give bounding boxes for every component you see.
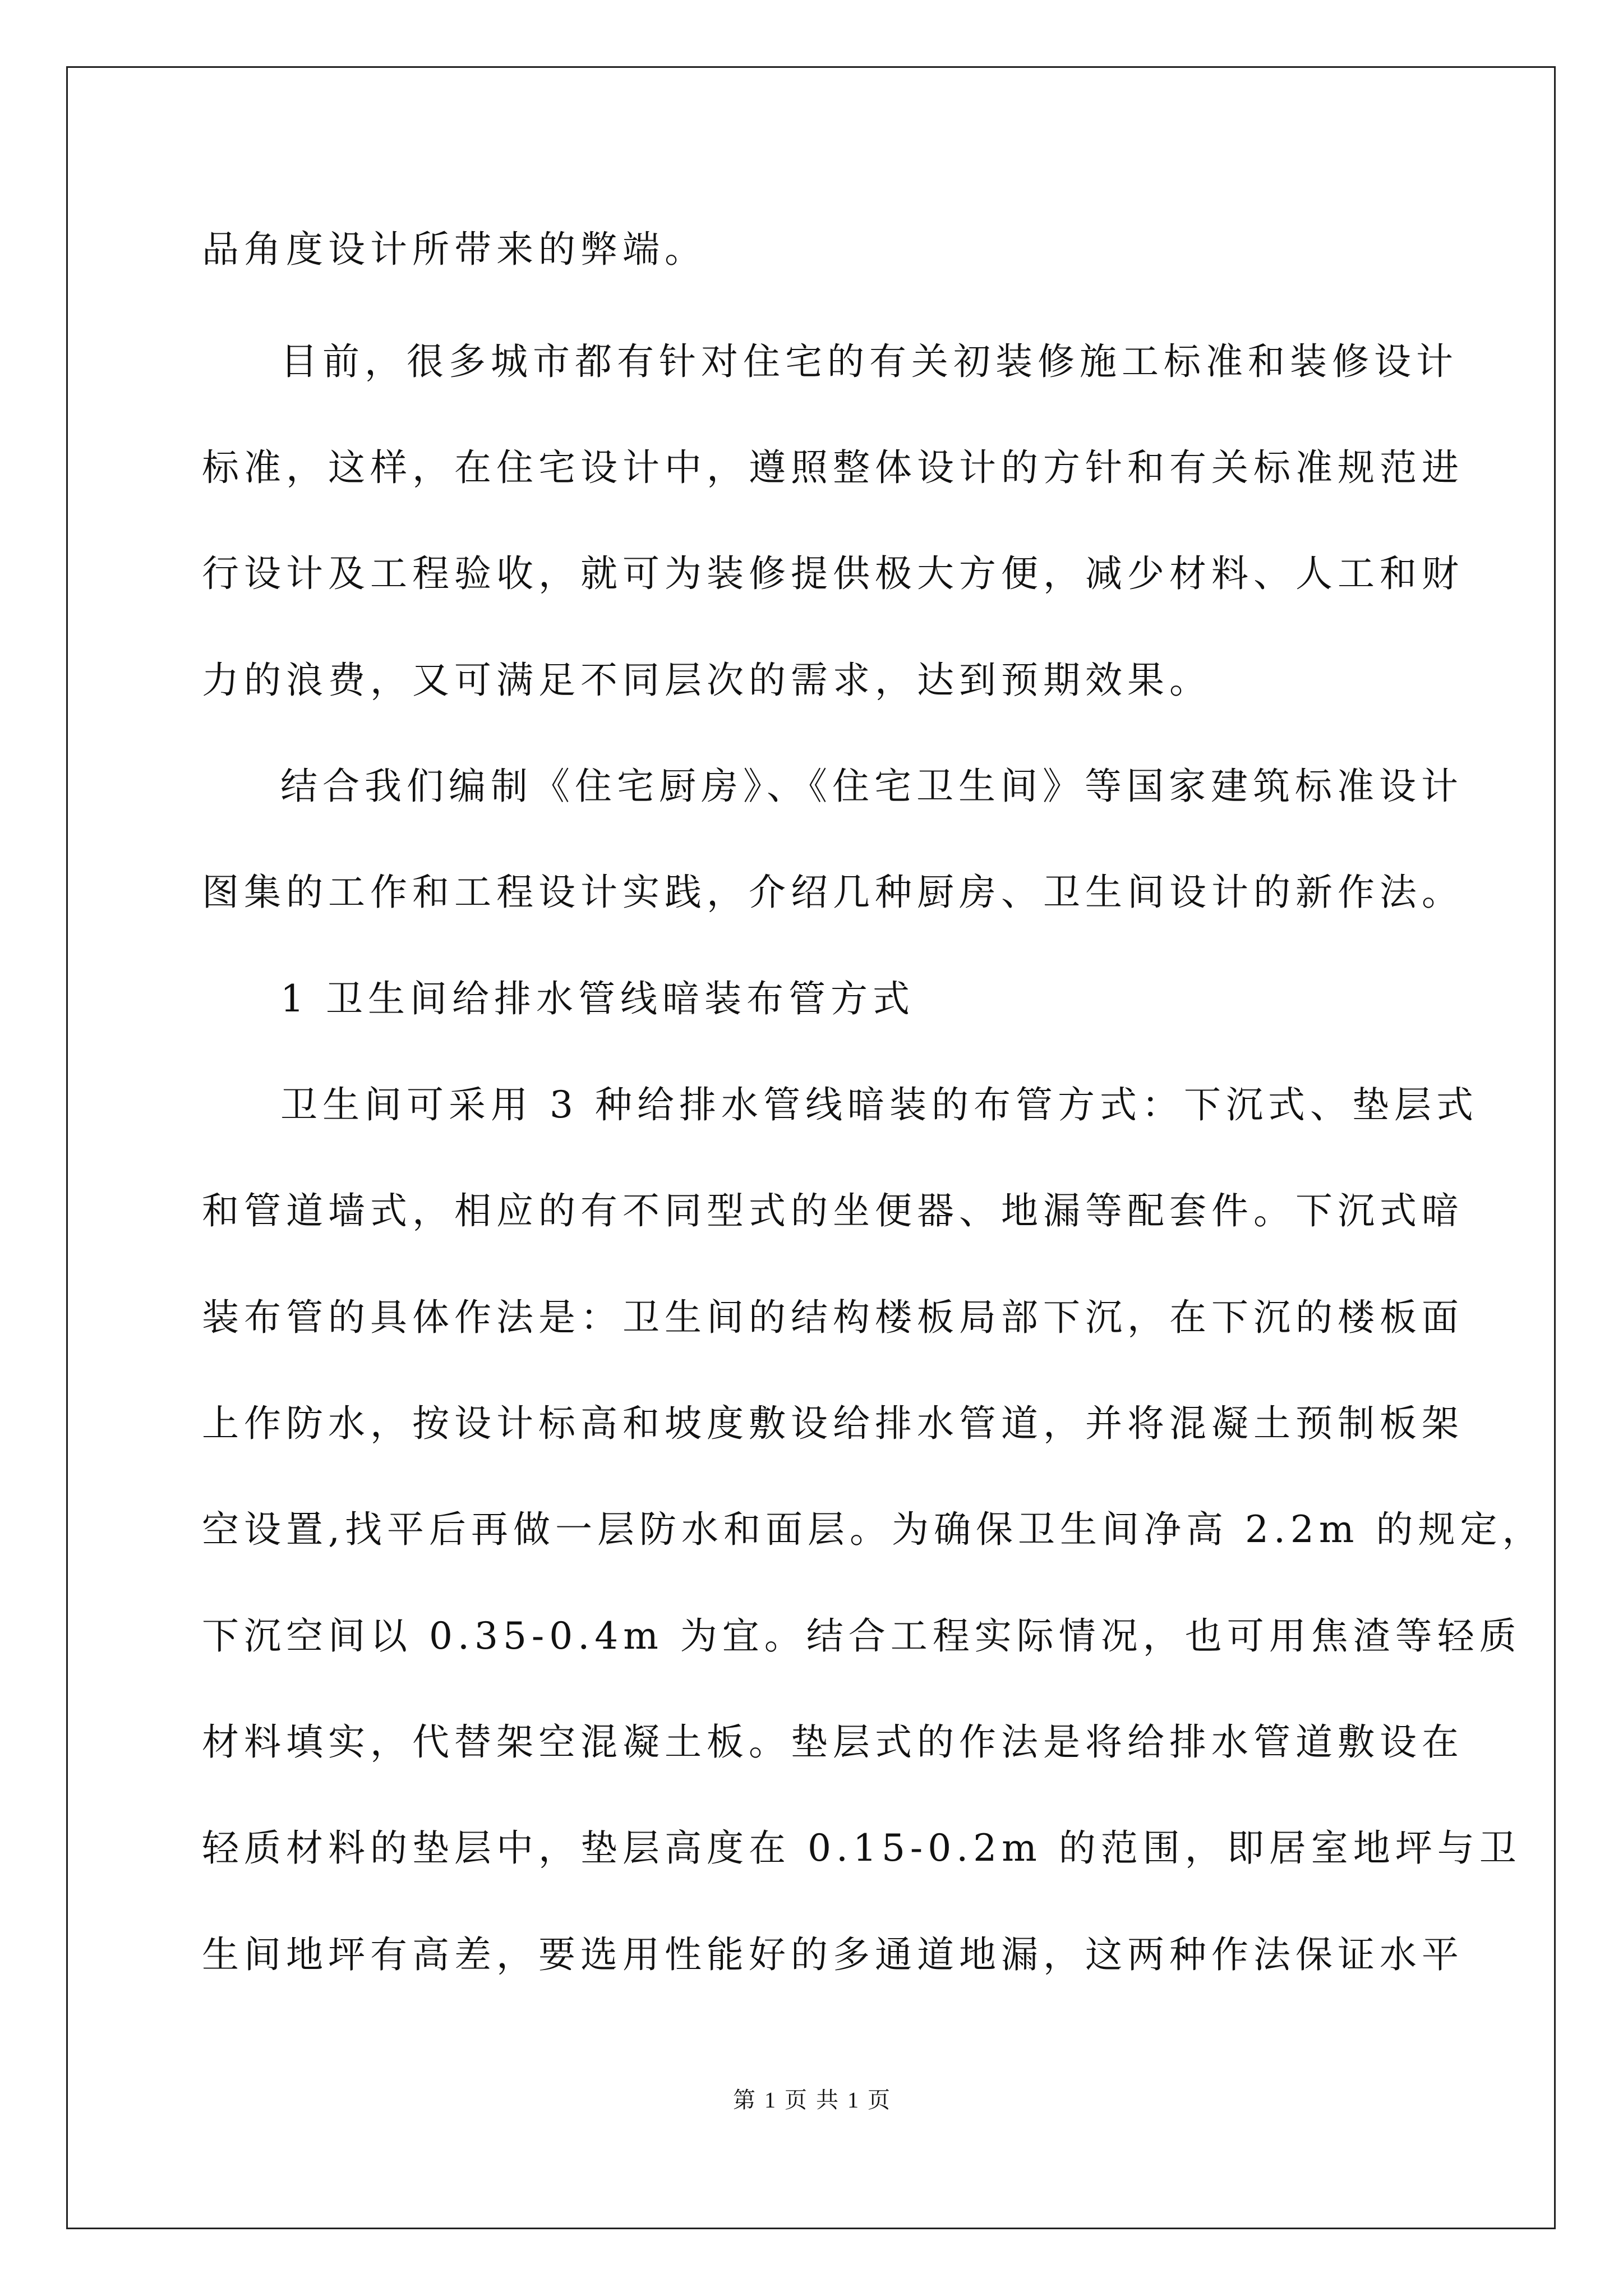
paragraph-line: 上作防水，按设计标高和坡度敷设给排水管道，并将混凝土预制板架 <box>202 1402 1464 1445</box>
paragraph-line: 卫生间可采用 3 种给排水管线暗装的布管方式：下沉式、垫层式 <box>280 1083 1478 1126</box>
paragraph-line: 和管道墙式，相应的有不同型式的坐便器、地漏等配套件。下沉式暗 <box>202 1189 1464 1232</box>
paragraph-line: 材料填实，代替架空混凝土板。垫层式的作法是将给排水管道敷设在 <box>202 1720 1464 1764</box>
section-heading: 1 卫生间给排水管线暗装布管方式 <box>280 977 915 1020</box>
paragraph-line: 结合我们编制《住宅厨房》、《住宅卫生间》等国家建筑标准设计 <box>280 765 1463 808</box>
page-footer: 第 1 页 共 1 页 <box>733 2087 890 2113</box>
paragraph-line: 空设置,找平后再做一层防水和面层。为确保卫生间净高 2.2m 的规定， <box>202 1508 1544 1551</box>
paragraph-line: 行设计及工程验收，就可为装修提供极大方便，减少材料、人工和财 <box>202 552 1464 595</box>
paragraph-line: 标准，这样，在住宅设计中，遵照整体设计的方针和有关标准规范进 <box>202 446 1464 489</box>
paragraph-line: 下沉空间以 0.35-0.4m 为宜。结合工程实际情况，也可用焦渣等轻质 <box>202 1614 1521 1658</box>
paragraph-line: 品角度设计所带来的弊端。 <box>202 228 707 271</box>
paragraph-line: 轻质材料的垫层中，垫层高度在 0.15-0.2m 的范围，即居室地坪与卫 <box>202 1826 1521 1870</box>
page-border <box>66 66 1556 2229</box>
paragraph-line: 目前，很多城市都有针对住宅的有关初装修施工标准和装修设计 <box>280 340 1458 383</box>
paragraph-line: 力的浪费，又可满足不同层次的需求，达到预期效果。 <box>202 659 1211 702</box>
paragraph-line: 图集的工作和工程设计实践，介绍几种厨房、卫生间设计的新作法。 <box>202 871 1464 914</box>
paragraph-line: 生间地坪有高差，要选用性能好的多通道地漏，这两种作法保证水平 <box>202 1933 1464 1976</box>
paragraph-line: 装布管的具体作法是：卫生间的结构楼板局部下沉，在下沉的楼板面 <box>202 1296 1464 1339</box>
